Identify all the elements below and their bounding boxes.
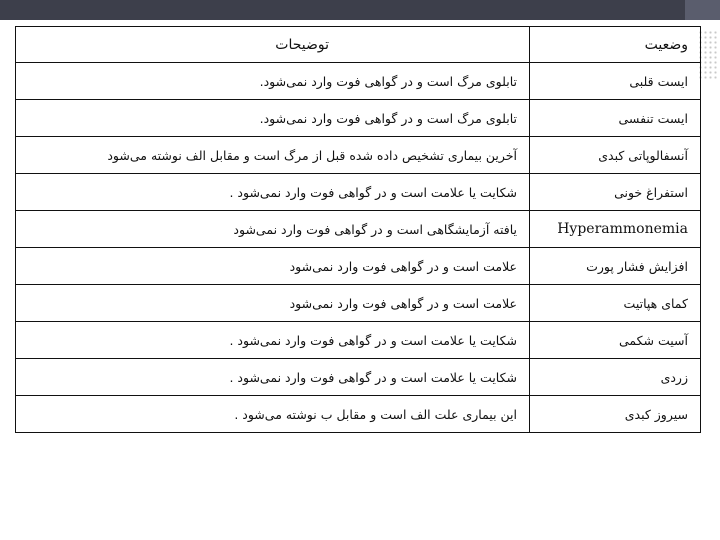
description-cell: شکایت یا علامت است و در گواهی فوت وارد نمی‌شود . xyxy=(16,359,530,396)
table-row xyxy=(16,322,701,359)
status-cell: آنسفالوپاتی کبدی xyxy=(530,137,701,174)
table-row xyxy=(16,248,701,285)
description-cell: علامت است و در گواهی فوت وارد نمی‌شود xyxy=(16,248,530,285)
table-row xyxy=(16,63,701,100)
top-banner-accent xyxy=(685,0,720,20)
status-cell: آسیت شکمی xyxy=(530,322,701,359)
header-description: توضیحات xyxy=(16,27,530,63)
description-cell: شکایت یا علامت است و در گواهی فوت وارد نمی‌شود . xyxy=(16,174,530,211)
status-cell: ایست قلبی xyxy=(530,63,701,100)
table-row xyxy=(16,174,701,211)
status-cell: سیروز کبدی xyxy=(530,396,701,433)
header-status: وضعیت xyxy=(530,27,701,63)
description-cell: تابلوی مرگ است و در گواهی فوت وارد نمی‌شود. xyxy=(16,100,530,137)
description-cell: علامت است و در گواهی فوت وارد نمی‌شود xyxy=(16,285,530,322)
top-banner xyxy=(0,0,720,20)
description-cell: یافته آزمایشگاهی است و در گواهی فوت وارد نمی‌شود xyxy=(16,211,530,248)
status-cell: زردی xyxy=(530,359,701,396)
description-cell: آخرین بیماری تشخیص داده شده قبل از مرگ است و مقابل الف نوشته می‌شود xyxy=(16,137,530,174)
table-row xyxy=(16,211,701,248)
description-cell: شکایت یا علامت است و در گواهی فوت وارد نمی‌شود . xyxy=(16,322,530,359)
status-cell xyxy=(530,211,701,248)
table-header-row xyxy=(16,27,701,63)
status-text-latin: Hyperammonemia xyxy=(557,221,688,237)
table-row xyxy=(16,396,701,433)
status-cell: استفراغ خونی xyxy=(530,174,701,211)
dot-pattern-decoration xyxy=(698,30,718,80)
status-cell: ایست تنفسی xyxy=(530,100,701,137)
table-row xyxy=(16,137,701,174)
table-row xyxy=(16,100,701,137)
causes-of-death-table xyxy=(15,26,701,433)
table-row xyxy=(16,359,701,396)
status-cell: کمای هپاتیت xyxy=(530,285,701,322)
description-cell: تابلوی مرگ است و در گواهی فوت وارد نمی‌شود. xyxy=(16,63,530,100)
description-cell: این بیماری علت الف است و مقابل ب نوشته می‌شود . xyxy=(16,396,530,433)
table-row xyxy=(16,285,701,322)
status-cell: افزایش فشار پورت xyxy=(530,248,701,285)
